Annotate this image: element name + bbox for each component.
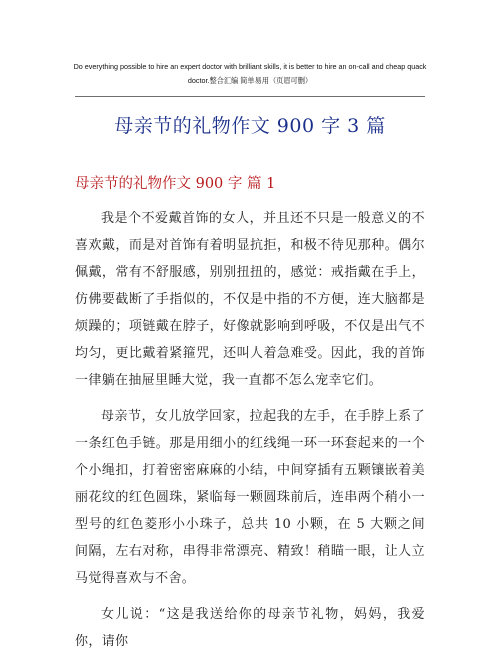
article-body	[75, 205, 425, 664]
header-line-english: Do everything possible to hire an expert doctor with brilliant skills, it is better to hire an on-call and cheap quack	[73, 62, 427, 71]
section-heading: 母亲节的礼物作文 900 字 篇 1	[75, 176, 276, 192]
header-divider	[75, 96, 425, 97]
paragraph: 母亲节，女儿放学回家，拉起我的左手，在手脖上系了一条红色手链。那是用细小的红线绳一环一环套起来的一个个小绳扣，打着密密麻麻的小结，中间穿插有五颗镶嵌着美丽花纹的红色圆珠，紧临每一颗圆珠前后，连串两个稍小一型号的红色菱形小小珠子，总共 10 小颗，在 5 大颗之间间隔，左右对称，串得非常漂亮、精致！稍瞄一眼，让人立马觉得喜欢与不舍。	[75, 409, 425, 586]
page-header	[62, 60, 438, 88]
header-line-chinese: doctor.整合汇编 简单易用（页眉可删）	[187, 76, 313, 85]
paragraph: 女儿说：“这是我送给你的母亲节礼物，妈妈，我爱你，请你	[75, 607, 425, 649]
document-title: 母亲节的礼物作文 900 字 3 篇	[114, 115, 386, 137]
paragraph: 我是个不爱戴首饰的女人，并且还不只是一般意义的不喜欢戴，而是对首饰有着明显抗拒，和极不待见那种。偶尔佩戴，常有不舒服感，别别扭扭的，感觉：戒指戴在手上，仿佛要截断了手指似的，不仅是中指的不方便，连大脑都是烦躁的；项链戴在脖子，好像就影响到呼吸，不仅是出气不均匀，更比戴着紧箍咒，还叫人着急难受。因此，我的首饰一律躺在抽屉里睡大觉，我一直都不怎么宠幸它们。	[75, 211, 425, 388]
